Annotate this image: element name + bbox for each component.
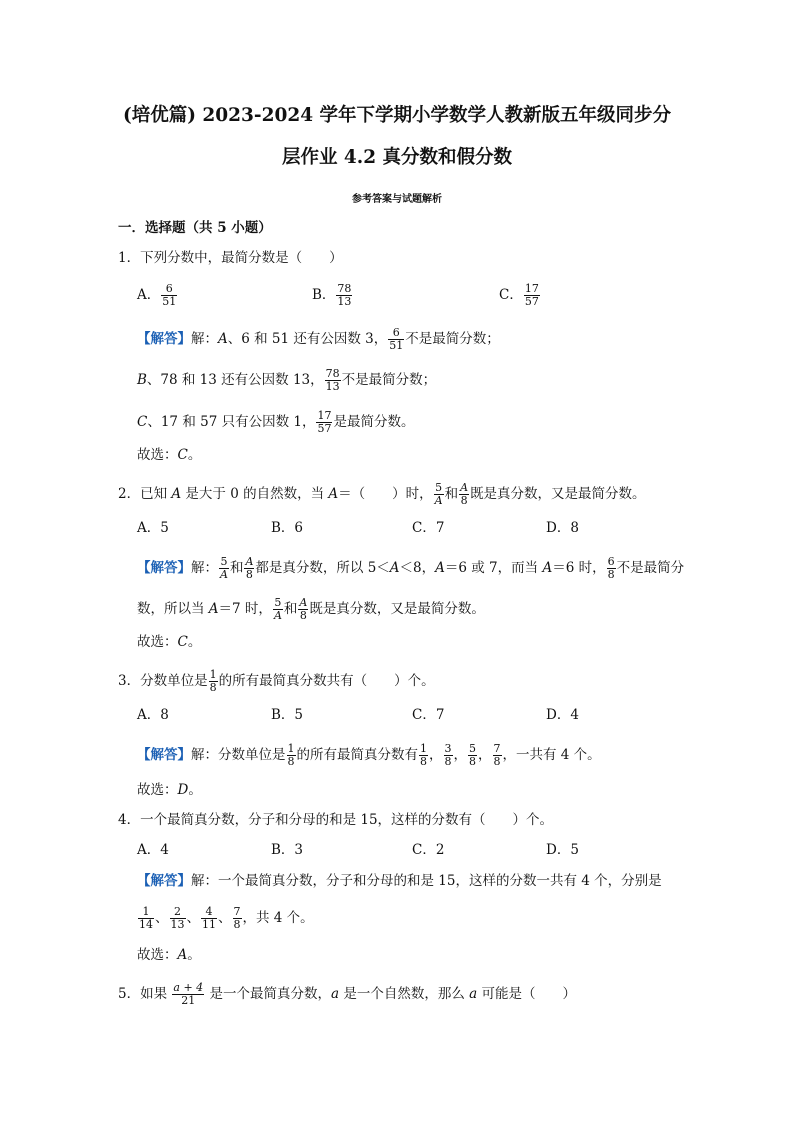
text-fragment: ＝（ ）时， — [338, 486, 433, 502]
text-fragment: A — [208, 601, 219, 617]
text-fragment: 51 — [389, 339, 404, 352]
q4-answer-line-2 — [137, 906, 314, 931]
answer-tag: 【解答】 — [137, 560, 191, 576]
fraction — [287, 743, 296, 768]
text-fragment: a + 4 — [173, 981, 204, 994]
fraction — [273, 597, 283, 622]
q1-answer-line-2 — [137, 368, 436, 393]
text-fragment: A — [177, 947, 188, 963]
fraction — [419, 743, 428, 768]
text-fragment: 17 — [317, 409, 332, 422]
text-fragment: 7 — [233, 905, 241, 918]
text-fragment: ，一共有 4 个。 — [502, 747, 601, 763]
title-line-2: 层作业 4.2 真分数和假分数 — [281, 147, 513, 168]
text-fragment: ＝7 时， — [218, 601, 272, 617]
text-fragment: 13 — [170, 918, 185, 931]
text-fragment: ，共 4 个。 — [242, 910, 314, 926]
text-fragment: 2．已知 — [118, 486, 172, 502]
text-fragment: 是大于 0 的自然数，当 — [181, 486, 329, 502]
text-fragment: 13 — [325, 380, 340, 393]
text-fragment: 4 — [201, 906, 217, 919]
text-fragment: A — [435, 560, 445, 576]
fraction — [138, 906, 154, 931]
text-fragment: 8 — [209, 681, 217, 694]
text-fragment: 8 — [444, 755, 452, 768]
text-fragment: a — [330, 986, 340, 1002]
section-heading: 一．选择题（共 5 小题） — [118, 220, 272, 236]
text-fragment: 21 — [181, 994, 196, 1007]
text-fragment: 的所有最简真分数有 — [296, 747, 418, 763]
q1-choice — [137, 445, 201, 465]
fraction — [233, 906, 242, 931]
q4-option-b: B．3 — [271, 842, 304, 858]
text-fragment: ＝6 或 7，而当 — [444, 560, 543, 576]
answer-tag: 【解答】 — [137, 873, 191, 889]
text-fragment: 8 — [233, 918, 241, 931]
text-fragment: 、78 和 13 还有公因数 13， — [146, 372, 324, 388]
text-fragment: C — [177, 634, 188, 650]
text-fragment: 7 — [493, 742, 501, 755]
text-fragment: A — [389, 560, 400, 576]
q2-option-c: C．7 — [412, 520, 445, 536]
q2-option-d: D．8 — [546, 520, 579, 536]
fraction — [607, 556, 616, 581]
q3-answer-line-1 — [137, 743, 601, 768]
text-fragment: 14 — [139, 918, 153, 931]
answer-tag: 【解答】 — [137, 747, 191, 763]
q3-option-a: A．8 — [137, 707, 169, 723]
text-fragment: 5．如果 — [118, 986, 172, 1002]
text-fragment: 17 — [524, 282, 539, 295]
text-fragment: 解： — [191, 560, 218, 576]
text-fragment: 故选： — [137, 782, 178, 798]
text-fragment: 、17 和 57 只有公因数 1， — [147, 414, 316, 430]
text-fragment: ＜8， — [399, 560, 436, 576]
text-fragment: 是最简分数。 — [333, 414, 415, 430]
text-fragment: 8 — [493, 755, 501, 768]
q1-answer-line-1 — [137, 327, 500, 352]
text-fragment: A — [171, 486, 182, 502]
text-fragment: 8 — [245, 568, 253, 581]
q4-option-c: C．2 — [412, 842, 445, 858]
text-fragment: 8 — [469, 755, 476, 768]
option-label: B． — [312, 287, 336, 303]
text-fragment: 。 — [187, 447, 202, 463]
option-label: A． — [137, 287, 161, 303]
text-fragment: 解：分数单位是 — [191, 747, 286, 763]
text-fragment: 8 — [460, 494, 468, 507]
q1-option-a — [137, 283, 178, 308]
text-fragment: a — [469, 986, 478, 1002]
text-fragment: 3．分数单位是 — [118, 673, 208, 689]
fraction — [336, 283, 352, 308]
text-fragment: D — [177, 782, 189, 798]
q4-option-a: A．4 — [137, 842, 169, 858]
text-fragment: ， — [478, 747, 492, 763]
text-fragment: 都是真分数，所以 5＜ — [255, 560, 390, 576]
text-fragment: ， — [429, 747, 443, 763]
q2-answer-line-1 — [137, 556, 684, 581]
fraction — [298, 597, 308, 622]
text-fragment: 不是最简分 — [616, 560, 685, 576]
q4-choice — [137, 945, 201, 965]
text-fragment: 、 — [155, 910, 169, 926]
text-fragment: 6 — [388, 327, 404, 340]
text-fragment: C — [137, 414, 148, 430]
text-fragment: 5 — [435, 481, 443, 494]
text-fragment: 1 — [138, 906, 154, 919]
text-fragment: 故选： — [137, 447, 178, 463]
q1-option-b — [312, 283, 353, 308]
q3-choice — [137, 780, 202, 800]
q1-answer-line-3 — [137, 410, 414, 435]
fraction — [388, 327, 404, 352]
fraction — [170, 906, 186, 931]
q4-stem: 4．一个最简真分数，分子和分母的和是 15，这样的分数有（ ）个。 — [118, 812, 554, 828]
fraction — [244, 556, 254, 581]
text-fragment: A — [299, 596, 308, 609]
q2-option-b: B．6 — [271, 520, 304, 536]
text-fragment: 5 — [220, 555, 228, 568]
fraction — [459, 482, 469, 507]
fraction — [209, 669, 218, 694]
q4-answer-line-1 — [137, 871, 662, 891]
fraction — [219, 556, 229, 581]
text-fragment: 5 — [469, 742, 476, 755]
q3-option-b: B．5 — [271, 707, 304, 723]
text-fragment: ＝6 时， — [552, 560, 606, 576]
fraction — [493, 743, 502, 768]
text-fragment: 、 — [218, 910, 232, 926]
text-fragment: 、 — [186, 910, 200, 926]
text-fragment: 解：一个最简真分数，分子和分母的和是 15，这样的分数一共有 4 个，分别是 — [191, 873, 662, 889]
q2-choice — [137, 632, 201, 652]
q1-option-c — [499, 283, 541, 308]
fraction — [468, 743, 477, 768]
text-fragment: 8 — [420, 755, 427, 768]
title-line-1: (培优篇) 2023-2024 学年下学期小学数学人教新版五年级同步分 — [122, 105, 672, 126]
text-fragment: 51 — [162, 295, 177, 308]
text-fragment: 6 — [161, 283, 177, 296]
text-fragment: 故选： — [137, 947, 178, 963]
text-fragment: A — [245, 555, 254, 568]
fraction — [444, 743, 453, 768]
fraction — [524, 283, 540, 308]
text-fragment: 是一个最简真分数， — [205, 986, 331, 1002]
text-fragment: A — [434, 494, 443, 507]
text-fragment: 78 — [337, 282, 352, 295]
text-fragment: 故选： — [137, 634, 178, 650]
text-fragment: 5 — [274, 596, 282, 609]
text-fragment: A — [220, 568, 228, 581]
text-fragment: 、6 和 51 还有公因数 3， — [227, 331, 388, 347]
q2-answer-line-2 — [137, 597, 485, 622]
text-fragment: 。 — [188, 782, 202, 798]
text-fragment: 既是真分数，又是最简分数。 — [309, 601, 485, 617]
text-fragment: 是一个自然数，那么 — [339, 986, 470, 1002]
text-fragment: 2 — [170, 906, 186, 919]
text-fragment: 13 — [337, 295, 352, 308]
fraction — [316, 410, 332, 435]
text-fragment: C — [177, 447, 188, 463]
q5-stem — [118, 982, 576, 1007]
text-fragment: A — [273, 609, 282, 622]
text-fragment: 可能是（ ） — [477, 986, 576, 1002]
text-fragment: A — [218, 331, 228, 347]
text-fragment: 6 — [607, 555, 615, 568]
text-fragment: 解： — [191, 331, 218, 347]
text-fragment: 11 — [202, 918, 216, 931]
answer-tag: 【解答】 — [137, 331, 191, 347]
text-fragment: 3 — [444, 742, 452, 755]
text-fragment: 不是最简分数； — [341, 372, 437, 388]
text-fragment: 数，所以当 — [137, 601, 209, 617]
fraction — [172, 982, 204, 1007]
q3-option-c: C．7 — [412, 707, 445, 723]
fraction — [325, 368, 341, 393]
text-fragment: ， — [453, 747, 467, 763]
text-fragment: A — [328, 486, 339, 502]
fraction — [434, 482, 444, 507]
text-fragment: 。 — [187, 947, 201, 963]
text-fragment: 1 — [287, 742, 295, 755]
subtitle: 参考答案与试题解析 — [352, 194, 442, 205]
q1-stem: 1．下列分数中，最简分数是（ ） — [118, 250, 343, 266]
text-fragment: A — [542, 560, 553, 576]
text-fragment: 既是真分数，又是最简分数。 — [470, 486, 646, 502]
fraction — [161, 283, 177, 308]
q4-option-d: D．5 — [546, 842, 579, 858]
text-fragment: 1 — [420, 742, 427, 755]
text-fragment: A — [460, 481, 469, 494]
text-fragment: 和 — [229, 560, 244, 576]
text-fragment: 78 — [325, 367, 340, 380]
text-fragment: 。 — [187, 634, 202, 650]
q3-stem — [118, 669, 435, 694]
text-fragment: 8 — [607, 568, 615, 581]
q2-option-a: A．5 — [137, 520, 169, 536]
option-label: C． — [499, 287, 523, 303]
text-fragment: 57 — [524, 295, 539, 308]
text-fragment: 57 — [317, 422, 332, 435]
text-fragment: B — [137, 372, 147, 388]
text-fragment: 不是最简分数； — [405, 331, 500, 347]
q2-stem — [118, 482, 646, 507]
text-fragment: 1 — [209, 668, 217, 681]
text-fragment: 的所有最简真分数共有（ ）个。 — [218, 673, 435, 689]
text-fragment: 和 — [444, 486, 459, 502]
text-fragment: 和 — [283, 601, 298, 617]
fraction — [201, 906, 217, 931]
text-fragment: 8 — [299, 609, 307, 622]
q3-option-d: D．4 — [546, 707, 579, 723]
text-fragment: 8 — [287, 755, 295, 768]
